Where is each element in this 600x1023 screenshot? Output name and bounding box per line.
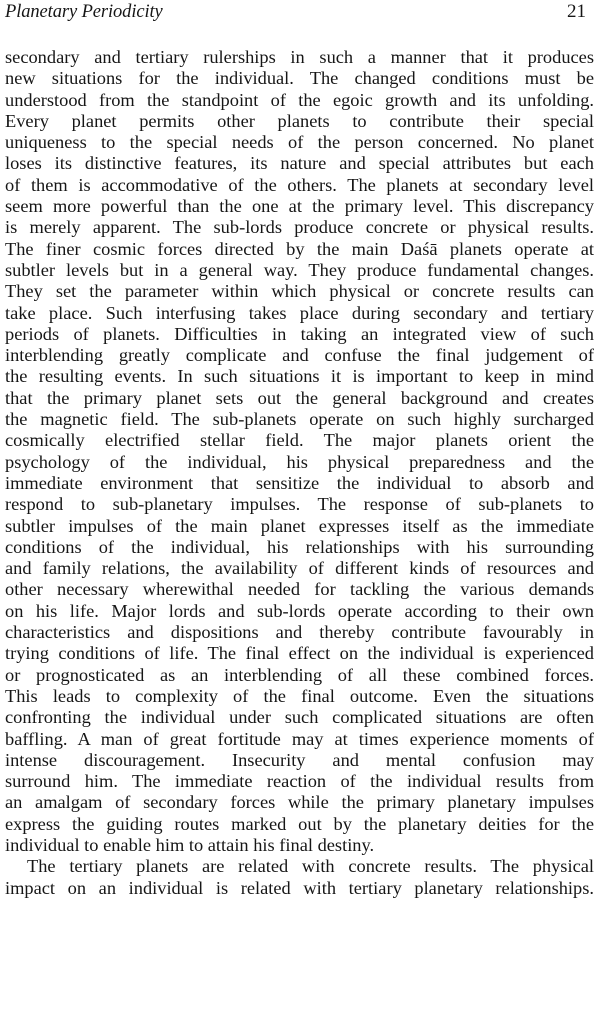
text-line: They set the parameter within which physical or concrete results can xyxy=(5,281,594,302)
text-line: conditions of the individual, his relationships with his surrounding xyxy=(5,536,594,557)
text-line: on his life. Major lords and sub-lords operate according to their own xyxy=(5,600,594,621)
text-line: understood from the standpoint of the egoic growth and its unfolding. xyxy=(5,89,594,110)
text-line: other necessary wherewithal needed for tackling the various demands xyxy=(5,579,594,600)
running-title: Planetary Periodicity xyxy=(5,2,163,22)
text-line: subtler impulses of the main planet expresses itself as the immediate xyxy=(5,515,594,536)
text-line: the resulting events. In such situations it is important to keep in mind xyxy=(5,366,594,387)
text-line: This leads to complexity of the final outcome. Even the situations xyxy=(5,685,594,706)
text-line: secondary and tertiary rulerships in such a manner that it produces xyxy=(5,47,594,67)
text-line: psychology of the individual, his physical preparedness and the xyxy=(5,451,594,472)
text-line: The tertiary planets are related with concrete results. The physical xyxy=(27,856,594,877)
text-line: uniqueness to the special needs of the person concerned. No planet xyxy=(5,132,594,153)
text-line: respond to sub-planetary impulses. The response of sub-planets to xyxy=(5,494,594,515)
page-header xyxy=(5,0,586,26)
text-line: new situations for the individual. The changed conditions must be xyxy=(5,68,594,89)
text-line: baffling. A man of great fortitude may at times experience moments of xyxy=(5,728,594,749)
text-line: or prognosticated as an interblending of all these combined forces. xyxy=(5,664,594,685)
text-line: cosmically electrified stellar field. The major planets orient the xyxy=(5,430,594,451)
text-line: express the guiding routes marked out by the planetary deities for the xyxy=(5,813,594,834)
text-line: subtler levels but in a general way. They produce fundamental changes. xyxy=(5,259,594,280)
text-line: the magnetic field. The sub-planets operate on such highly surcharged xyxy=(5,409,594,430)
paragraph xyxy=(5,856,594,899)
page-number: 21 xyxy=(567,1,586,22)
text-line: an amalgam of secondary forces while the primary planetary impulses xyxy=(5,792,594,813)
text-line: interblending greatly complicate and confuse the final judgement of xyxy=(5,345,594,366)
text-line: and family relations, the availability of different kinds of resources and xyxy=(5,558,594,579)
text-line: intense discouragement. Insecurity and mental confusion may xyxy=(5,749,594,770)
text-line: periods of planets. Difficulties in taking an integrated view of such xyxy=(5,323,594,344)
text-line: trying conditions of life. The final effect on the individual is experienced xyxy=(5,643,594,664)
text-line: The finer cosmic forces directed by the main Daśā planets operate at xyxy=(5,238,594,259)
text-line: that the primary planet sets out the general background and creates xyxy=(5,387,594,408)
text-line: confronting the individual under such complicated situations are often xyxy=(5,707,594,728)
text-line: seem more powerful than the one at the primary level. This discrepancy xyxy=(5,196,594,217)
text-line: characteristics and dispositions and thereby contribute favourably in xyxy=(5,622,594,643)
text-line: surround him. The immediate reaction of the individual results from xyxy=(5,771,594,792)
text-line: take place. Such interfusing takes place during secondary and tertiary xyxy=(5,302,594,323)
body-text xyxy=(5,47,594,899)
text-line: is merely apparent. The sub-lords produce concrete or physical results. xyxy=(5,217,594,238)
paragraph xyxy=(5,47,594,856)
text-line: immediate environment that sensitize the individual to absorb and xyxy=(5,472,594,493)
text-line: of them is accommodative of the others. The planets at secondary level xyxy=(5,174,594,195)
text-line: loses its distinctive features, its nature and special attributes but each xyxy=(5,153,594,174)
text-line: Every planet permits other planets to contribute their special xyxy=(5,110,594,131)
text-line: individual to enable him to attain his final destiny. xyxy=(5,834,375,855)
text-line: impact on an individual is related with tertiary planetary relationships. xyxy=(5,877,594,898)
